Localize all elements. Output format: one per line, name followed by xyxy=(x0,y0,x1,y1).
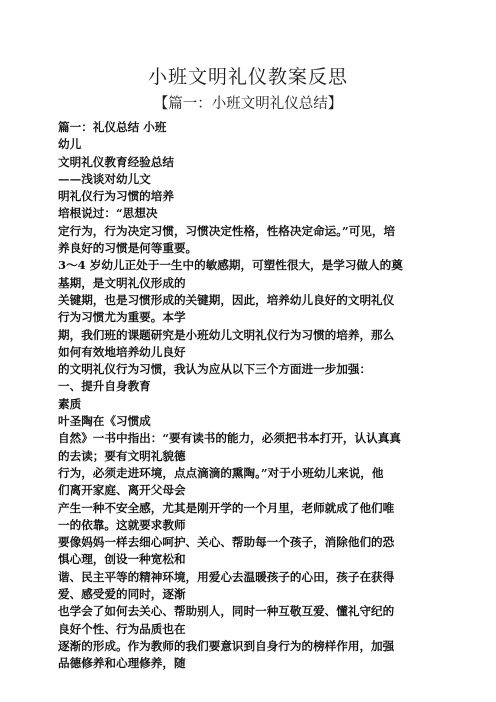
body-text-line: 基期，是文明礼仪形成的 xyxy=(58,275,186,290)
body-text-line: 定行为，行为决定习惯，习惯决定性格，性格决定命运。”可见，培 xyxy=(58,223,396,238)
body-text-line: 一的依靠。这就要求教师 xyxy=(58,517,186,532)
body-text-line: 惧心理，创设一种宽松和 xyxy=(58,552,186,567)
body-text-line: 幼儿 xyxy=(58,137,82,152)
body-text-line: 的去读；要有文明礼貌德 xyxy=(58,448,186,463)
body-text-line: 行为习惯尤为重要。本学 xyxy=(58,310,186,325)
body-text-line: 3～4 岁幼儿正处于一生中的敏感期，可塑性很大，是学习做人的奠 xyxy=(58,258,403,273)
body-text-line: 养良好的习惯是何等重要。 xyxy=(58,241,198,256)
body-text-line: 如何有效地培养幼儿良好 xyxy=(58,344,186,359)
body-text-line: 素质 xyxy=(58,396,82,411)
body-text-line: 产生一种不安全感，尤其是刚开学的一个月里，老师就成了他们唯 xyxy=(58,500,395,515)
body-text-line: 培根说过：“思想决 xyxy=(58,206,158,221)
body-text-line: 品德修养和心理修养，随 xyxy=(58,656,186,671)
body-text-line: 逐渐的形成。作为教师的我们要意识到自身行为的榜样作用，加强 xyxy=(58,638,395,653)
body-text-line: 也学会了如何去关心、帮助别人，同时一种互敬互爱、懂礼守纪的 xyxy=(58,604,395,619)
document-title: 小班文明礼仪教案反思 xyxy=(147,66,348,88)
document-subtitle: 【篇一：小班文明礼仪总结】 xyxy=(153,96,343,112)
body-text-line: 的文明礼仪行为习惯，我认为应从以下三个方面进一步加强： xyxy=(58,362,372,377)
body-text-line: 良好个性、行为品质也在 xyxy=(58,621,186,636)
body-text-line: 一、提升自身教育 xyxy=(58,379,151,394)
body-text-line: 行为，必须走进环境，点点滴滴的熏陶。”对于小班幼儿来说，他 xyxy=(58,465,384,480)
body-text-line: 自然》一书中指出：“要有读书的能力，必须把书本打开，认认真真 xyxy=(58,431,401,446)
body-text-line: 叶圣陶在《习惯成 xyxy=(58,414,151,429)
body-text-line: 关键期，也是习惯形成的关键期，因此，培养幼儿良好的文明礼仪 xyxy=(58,292,395,307)
body-text-line: 爱、感受爱的同时，逐渐 xyxy=(58,587,186,602)
document-body xyxy=(58,119,444,673)
body-text-line: 们离开家庭、离开父母会 xyxy=(58,483,186,498)
body-text-line: 要像妈妈一样去细心呵护、关心、帮助每一个孩子，消除他们的恐 xyxy=(58,535,395,550)
body-text-line: 篇一：礼仪总结 小班 xyxy=(58,120,167,134)
body-text-line: 明礼仪行为习惯的培养 xyxy=(58,189,174,204)
body-text-line: 谐、民主平等的精神环境，用爱心去温暖孩子的心田，孩子在获得 xyxy=(58,569,395,584)
body-text-line: 期，我们班的课题研究是小班幼儿文明礼仪行为习惯的培养，那么 xyxy=(58,327,395,342)
body-text-line: 文明礼仪教育经验总结 xyxy=(58,154,174,169)
body-text-line: ——浅谈对幼儿文 xyxy=(58,171,151,186)
